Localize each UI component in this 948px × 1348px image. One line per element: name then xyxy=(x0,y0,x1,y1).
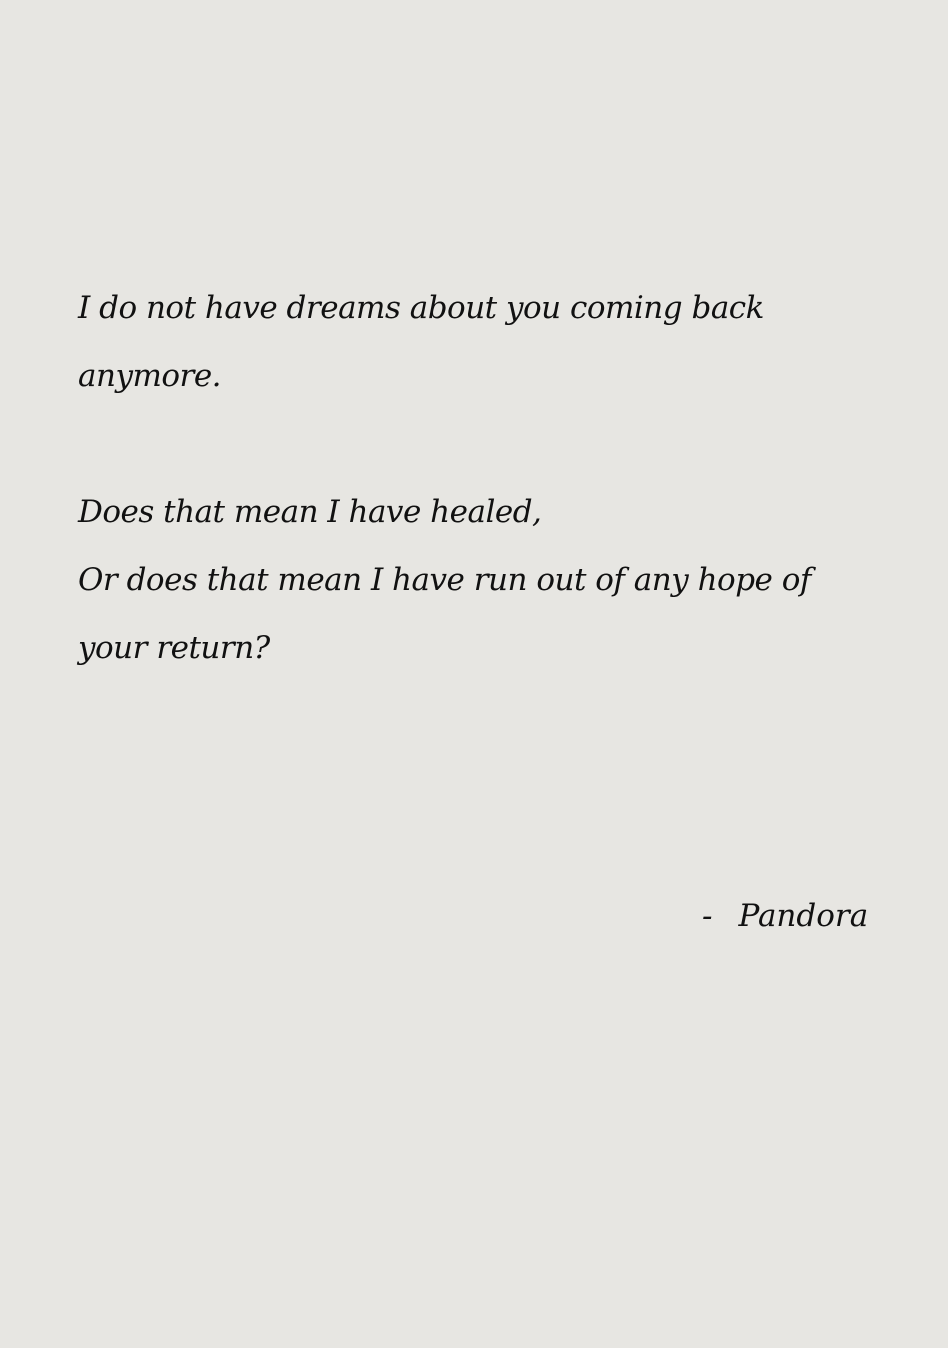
poem-line-2: anymore. xyxy=(78,358,222,394)
poem-line-4: Or does that mean I have run out of any hope of xyxy=(78,562,811,598)
poem-line-3: Does that mean I have healed, xyxy=(78,494,542,530)
signature-dash: - xyxy=(702,898,713,934)
poem-line-1: I do not have dreams about you coming back xyxy=(78,290,764,326)
poem-line-5: your return? xyxy=(78,630,270,666)
signature-author: Pandora xyxy=(738,898,869,934)
signature xyxy=(702,896,868,936)
